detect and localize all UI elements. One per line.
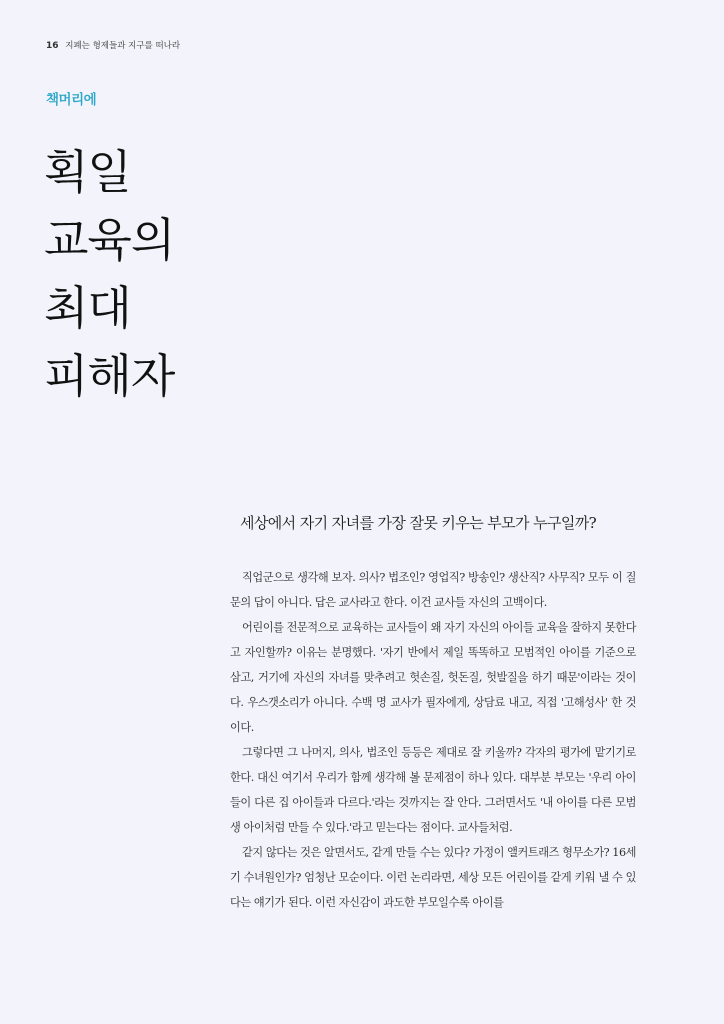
page-number: 16 — [46, 41, 59, 51]
running-header — [46, 39, 180, 51]
chapter-title-line: 교육의 — [44, 213, 175, 267]
chapter-title-line: 최대 — [44, 281, 131, 335]
chapter-title — [44, 138, 174, 410]
body-text — [230, 565, 636, 915]
book-title: 지폐는 형제들과 지구를 떠나라 — [65, 41, 181, 51]
chapter-title-line: 피해자 — [44, 349, 175, 403]
chapter-title-line: 획일 — [44, 145, 131, 199]
paragraph: 그렇다면 그 나머지, 의사, 법조인 등등은 제대로 잘 키울까? 각자의 평가에 맡기기로 한다. 대신 여기서 우리가 함께 생각해 볼 문제점이 하나 있다. 대부분 부모는 '우리 아이들이 다른 집 아이들과 다르다.'라는 것까지는 잘 안다. 그러면서도 '내 아이를 다른 모범생 아이처럼 만들 수 있다.'라고 믿는다는 점이다. 교사들처럼. — [230, 746, 636, 834]
paragraph: 직업군으로 생각해 보자. 의사? 법조인? 영업직? 방송인? 생산직? 사무직? 모두 이 질문의 답이 아니다. 답은 교사라고 한다. 이건 교사들 자신의 고백이다. — [230, 571, 636, 609]
section-label: 책머리에 — [46, 92, 97, 108]
lead-question: 세상에서 자기 자녀를 가장 잘못 키우는 부모가 누구일까? — [240, 514, 597, 532]
paragraph: 어린이를 전문적으로 교육하는 교사들이 왜 자기 자신의 아이들 교육을 잘하지 못한다고 자인할까? 이유는 분명했다. '자기 반에서 제일 똑똑하고 모범적인 아이를 기준으로 삼고, 거기에 자신의 자녀를 맞추려고 헛손질, 헛돈질, 헛발질을 하기 때문'이라는 것이다. 우스갯소리가 아니다. 수백 명 교사가 필자에게, 상담료 내고, 직접 '고해성사' 한 것이다. — [230, 621, 636, 734]
paragraph: 같지 않다는 것은 알면서도, 같게 만들 수는 있다? 가정이 앨커트래즈 형무소가? 16세기 수녀원인가? 엄청난 모순이다. 이런 논리라면, 세상 모든 어린이를 같게 키워 낼 수 있다는 얘기가 된다. 이런 자신감이 과도한 부모일수록 아이를 — [230, 846, 636, 909]
